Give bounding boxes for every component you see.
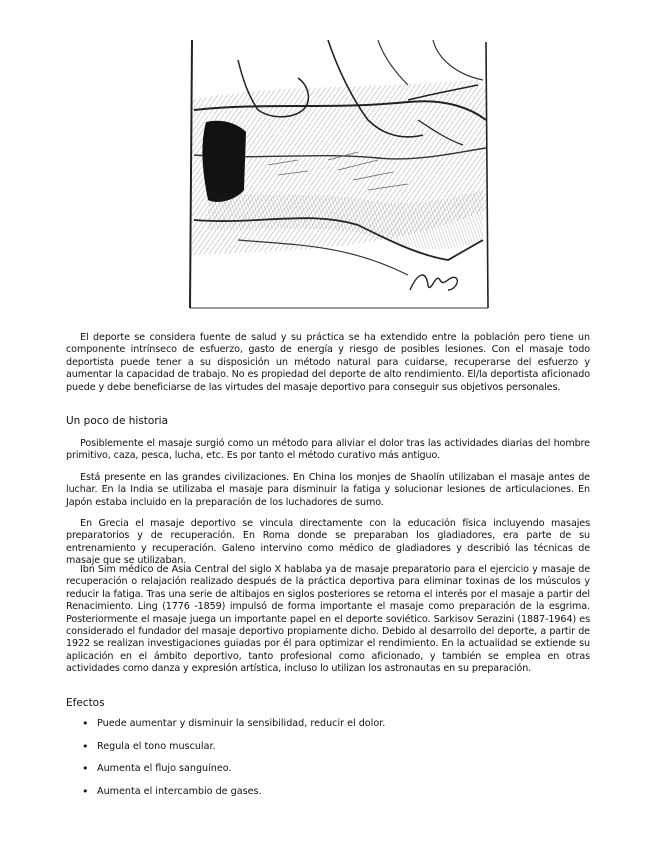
history-paragraph: Ibn Sim médico de Asia Central del siglo X hablaba ya de masaje preparatorio para el ejercicio y masaje de recuperación o relajación realizado después de la práctica deportiva para eliminar toxinas de los músculos y reducir la fatiga. Tras una serie de altibajos en siglos posteriores se retoma el interés por el masaje a partir del Renacimiento. Ling (1776 -1859) impulsó de forma importante el masaje como preparación de la esgrima. Posteriormente el masaje juega un importante papel en el deporte soviético. Sarkisov Serazini (1887-1964) es considerado el fundador del masaje deportivo propiamente dicho. Debido al desarrollo del deporte, a partir de 1922 se realizan investigaciones guiadas por él para optimizar el rendimiento. En la actualidad se extiende su aplicación en el ámbito deportivo, tanto profesional como aficionado, y también se emplea en otras actividades como danza y expresión artística, incluso lo utilizan los astronautas en su preparación. [66, 564, 590, 675]
list-item: • Aumenta el flujo sanguíneo. [80, 763, 385, 786]
effects-heading: Efectos [66, 697, 105, 709]
intro-paragraph: El deporte se considera fuente de salud y su práctica se ha extendido entre la población pero tiene un componente intrínseco de esfuerzo, gasto de energía y riesgo de posibles lesiones. Con el masaje todo deportista puede tener a su disposición un método natural para cuidarse, recuperarse del esfuerzo y aumentar la capacidad de trabajo. No es propiedad del deporte de alto rendimiento. El/la deportista aficionado puede y debe beneficiarse de las virtudes del masaje deportivo para conseguir sus objetivos personales. [66, 332, 590, 393]
list-item: • Regula el tono muscular. [80, 741, 385, 764]
effects-list [80, 718, 385, 808]
history-paragraph: Está presente en las grandes civilizaciones. En China los monjes de Shaolín utilizaban el masaje antes de luchar. En la India se utilizaba el masaje para disminuir la fatiga y solucionar lesiones de articulaciones. En Japón estaba incluido en la preparación de los luchadores de sumo. [66, 472, 590, 508]
list-item: • Puede aumentar y disminuir la sensibilidad, reducir el dolor. [80, 718, 385, 741]
history-paragraph: Posiblemente el masaje surgió como un método para aliviar el dolor tras las actividades diarias del hombre primitivo, caza, pesca, lucha, etc. Es por tanto el método curativo más antiguo. [66, 438, 590, 462]
massage-sketch-illustration [178, 40, 490, 312]
list-item: • Aumenta el intercambio de gases. [80, 786, 385, 809]
history-paragraph: En Grecia el masaje deportivo se vincula directamente con la educación física incluyendo masajes preparatorios y de recuperación. En Roma donde se preparaban los gladiadores, era parte de su entrenamiento y recuperación. Galeno intervino como médico de gladiadores y describió las técnicas de masaje que se utilizaban. [66, 518, 590, 567]
history-heading: Un poco de historia [66, 415, 169, 427]
